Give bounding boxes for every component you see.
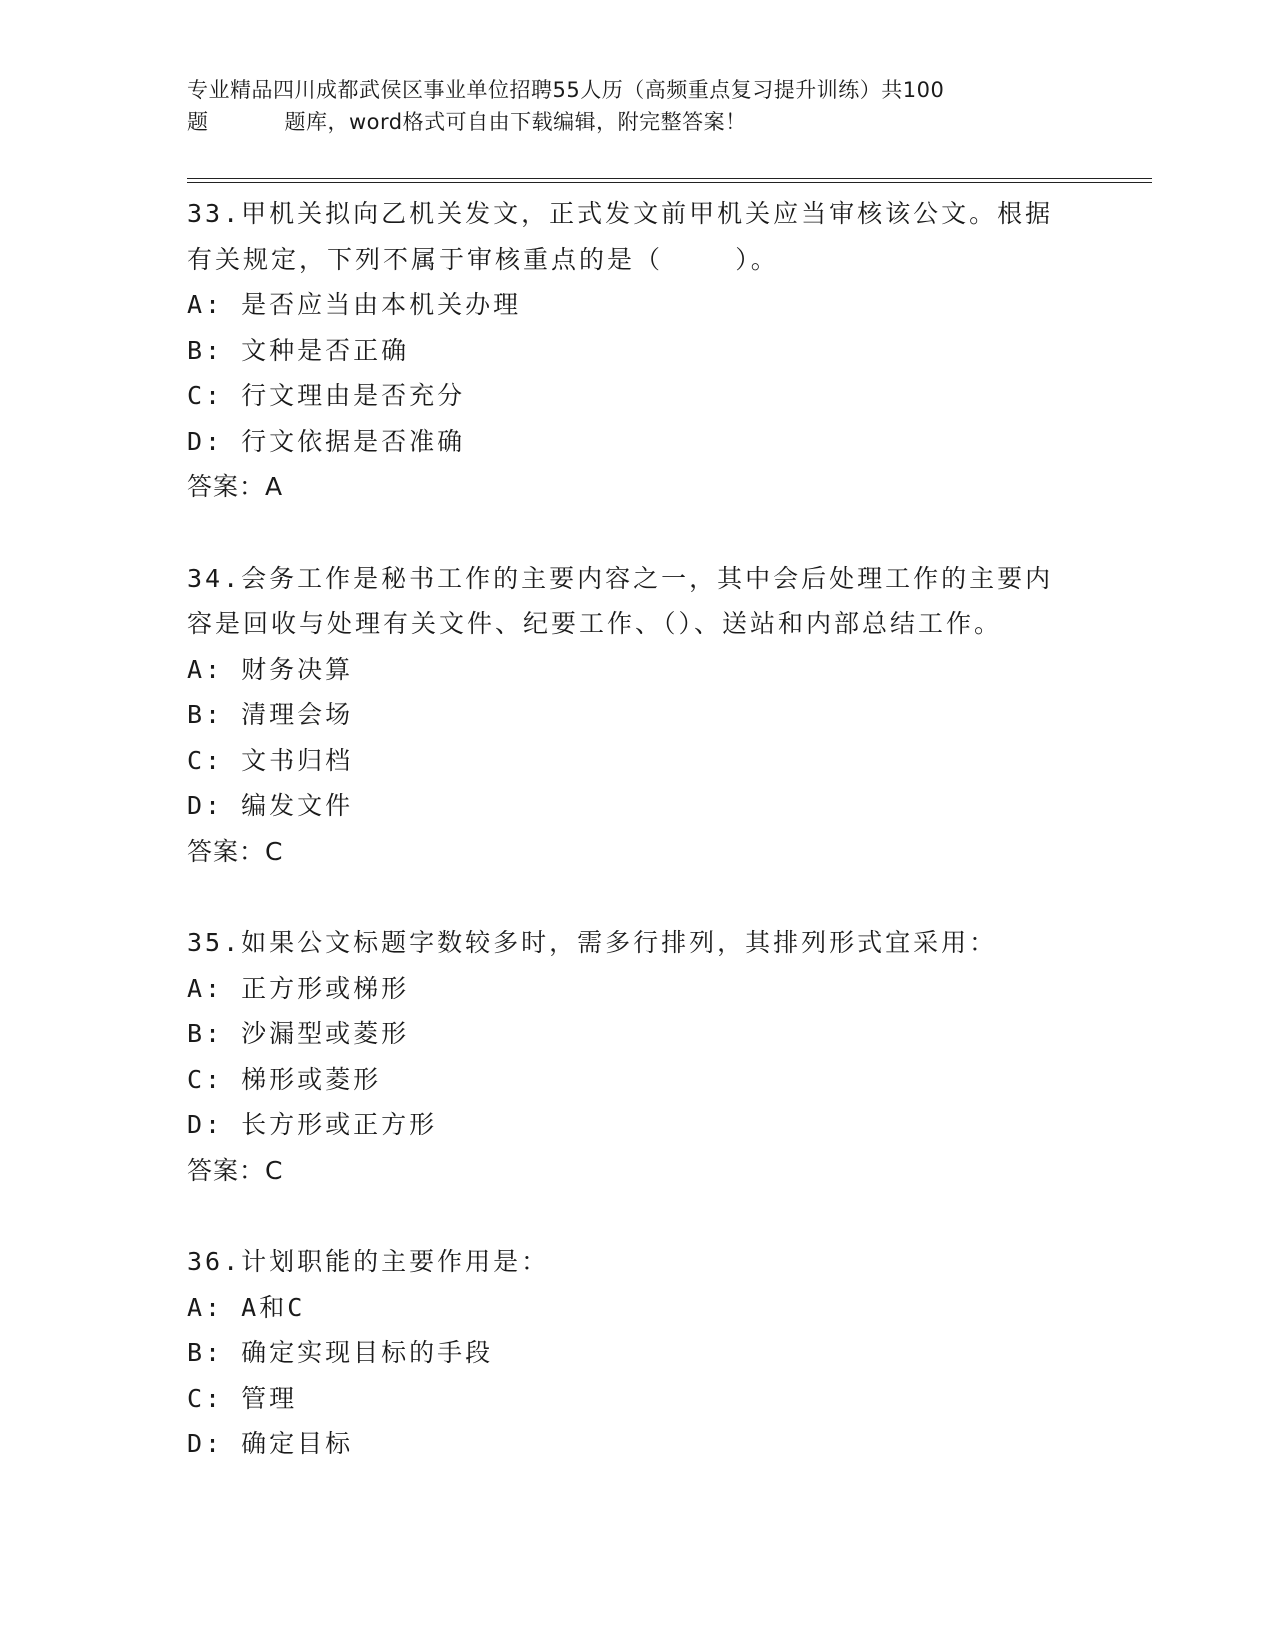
option-a: A: 是否应当由本机关办理 [187, 290, 522, 319]
answer: 答案：A [187, 472, 284, 501]
option-a: A: 正方形或梯形 [187, 973, 410, 1003]
header-divider-bottom [187, 182, 1152, 183]
option-c: C: 文书归档 [187, 745, 354, 775]
header-line-2 [187, 106, 1067, 138]
option-c: C: 梯形或菱形 [187, 1064, 382, 1094]
question-stem: 33.甲机关拟向乙机关发文，正式发文前甲机关应当审核该公文。根据有关规定，下列不属于审核重点的是（ ）。 [187, 199, 1054, 274]
question-35 [187, 920, 1067, 1193]
question-stem: 34.会务工作是秘书工作的主要内容之一，其中会后处理工作的主要内容是回收与处理有关文件、纪要工作、（）、送站和内部总结工作。 [187, 563, 1054, 638]
answer: 答案：C [187, 1155, 284, 1185]
option-d: D: 确定目标 [187, 1429, 354, 1458]
header-line-1: 专业精品四川成都武侯区事业单位招聘55人历（高频重点复习提升训练）共100 [187, 78, 945, 102]
option-d: D: 行文依据是否准确 [187, 426, 466, 456]
option-d: D: 长方形或正方形 [187, 1110, 438, 1139]
option-c: C: 行文理由是否充分 [187, 381, 466, 410]
option-c: C: 管理 [187, 1383, 298, 1413]
question-list [187, 191, 1067, 1467]
document-header [187, 74, 1067, 138]
option-b: B: 确定实现目标的手段 [187, 1338, 494, 1367]
option-b: B: 文种是否正确 [187, 335, 410, 365]
question-36 [187, 1239, 1067, 1467]
option-a: A: A和C [187, 1292, 306, 1322]
question-stem: 35.如果公文标题字数较多时，需多行排列，其排列形式宜采用： [187, 928, 998, 957]
question-stem: 36.计划职能的主要作用是： [187, 1247, 550, 1276]
option-b: B: 沙漏型或菱形 [187, 1019, 410, 1048]
header-divider-top [187, 178, 1152, 179]
question-33 [187, 191, 1067, 510]
question-34 [187, 556, 1067, 875]
header-line-2-right: 题库，word格式可自由下载编辑，附完整答案！ [284, 110, 747, 134]
option-b: B: 清理会场 [187, 700, 354, 729]
answer: 答案：C [187, 836, 284, 866]
header-line-2-left: 题 [187, 110, 209, 134]
option-a: A: 财务决算 [187, 654, 354, 684]
option-d: D: 编发文件 [187, 791, 354, 820]
